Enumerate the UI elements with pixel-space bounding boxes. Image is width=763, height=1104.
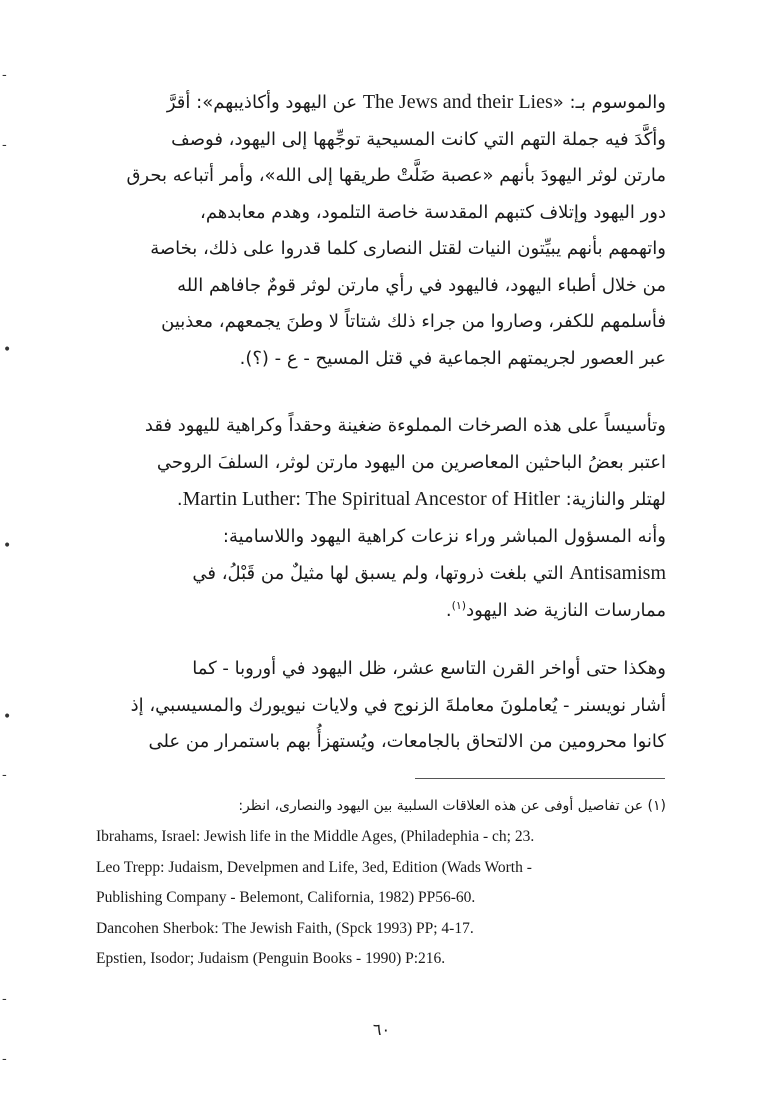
- text-line: لهتلر والنازية: Martin Luther: The Spiritual Ancestor of Hitler.: [176, 488, 666, 510]
- text-line: من خلال أطباء اليهود، فاليهود في رأي مارتن لوثر قومٌ جافاهم الله: [177, 274, 666, 296]
- text-line: وأكَّدَ فيه جملة التهم التي كانت المسيحية توجِّهها إلى اليهود، فوصف: [171, 128, 666, 150]
- text-line: فأسلمهم للكفر، وصاروا من جراء ذلك شتاتاً لا وطنَ يجمعهم، معذبين: [161, 311, 666, 332]
- footnote-reference: Ibrahams, Israel: Jewish life in the Middle Ages, (Philadephia - ch; 23.: [96, 828, 535, 845]
- text-line: وتأسيساً على هذه الصرخات المملوءة ضغينة وحقداً وكراهية لليهود فقد: [144, 415, 666, 436]
- footnote-reference: Leo Trepp: Judaism, Develpmen and Life, 3ed, Edition (Wads Worth -: [96, 858, 532, 876]
- margin-mark: -: [2, 137, 7, 153]
- margin-mark: -: [2, 991, 7, 1007]
- footnote-block: [96, 792, 666, 975]
- text-line: مارتن لوثر اليهودَ بأنهم «عصبة ضَلَّتْ طريقها إلى الله»، وأمر أتباعه بحرق: [126, 165, 666, 186]
- margin-mark: •: [3, 342, 12, 358]
- paragraph-1: [96, 84, 666, 377]
- text-line: وهكذا حتى أواخر القرن التاسع عشر، ظل اليهود في أوروبا - كما: [192, 658, 666, 679]
- text-line: Antisamism التي بلغت ذروتها، ولم يسبق لها مثيلٌ من قَبْلُ، في: [192, 562, 666, 584]
- text-line: عبر العصور لجريمتهم الجماعية في قتل المسيح - ع - (؟).: [239, 347, 666, 369]
- text-line: دور اليهود وإتلاف كتبهم المقدسة خاصة التلمود، وهدم معابدهم،: [200, 201, 666, 223]
- footnote-reference: Dancohen Sherbok: The Jewish Faith, (Spck 1993) PP; 4-17.: [96, 919, 474, 937]
- page-number: ٦٠: [372, 1020, 391, 1039]
- margin-mark: •: [3, 709, 12, 725]
- margin-mark: -: [2, 1051, 7, 1067]
- footnote-arabic: (١) عن تفاصيل أوفى عن هذه العلاقات السلبية بين اليهود والنصارى، انظر:: [238, 798, 666, 814]
- text-line: كانوا محرومين من الالتحاق بالجامعات، ويُستهزأُ بهم باستمرار من على: [148, 731, 666, 752]
- margin-mark: -: [2, 767, 7, 783]
- footnote-reference: Publishing Company - Belemont, California, 1982) PP56-60.: [96, 889, 476, 906]
- text-line: والموسوم بـ: «The Jews and their Lies عن اليهود وأكاذيبهم»: أقرَّ: [166, 91, 666, 113]
- text-line: وأنه المسؤول المباشر وراء نزعات كراهية اليهود واللاسامية:: [222, 525, 666, 547]
- footnote-marker: (١): [451, 598, 467, 612]
- paragraph-2: [96, 408, 666, 629]
- margin-mark: •: [3, 538, 12, 554]
- text-line: واتهمهم بأنهم يبيِّتون النيات لقتل النصارى كلما قدروا على ذلك، بخاصة: [150, 238, 666, 259]
- text-line: ممارسات النازية ضد اليهود$^{(١)}$.: [445, 598, 666, 621]
- paragraph-3: [96, 651, 666, 761]
- footnote-reference: Epstien, Isodor; Judaism (Penguin Books - 1990) P:216.: [96, 950, 446, 967]
- text-line: اعتبر بعضُ الباحثين المعاصرين من اليهود مارتن لوثر، السلفَ الروحي: [156, 451, 666, 473]
- footnote-divider: [415, 778, 665, 779]
- text-line: أشار نويسنر - يُعاملونَ معاملةَ الزنوج في ولايات نيويورك والمسيسبي، إذ: [130, 694, 666, 716]
- margin-mark: -: [2, 67, 7, 83]
